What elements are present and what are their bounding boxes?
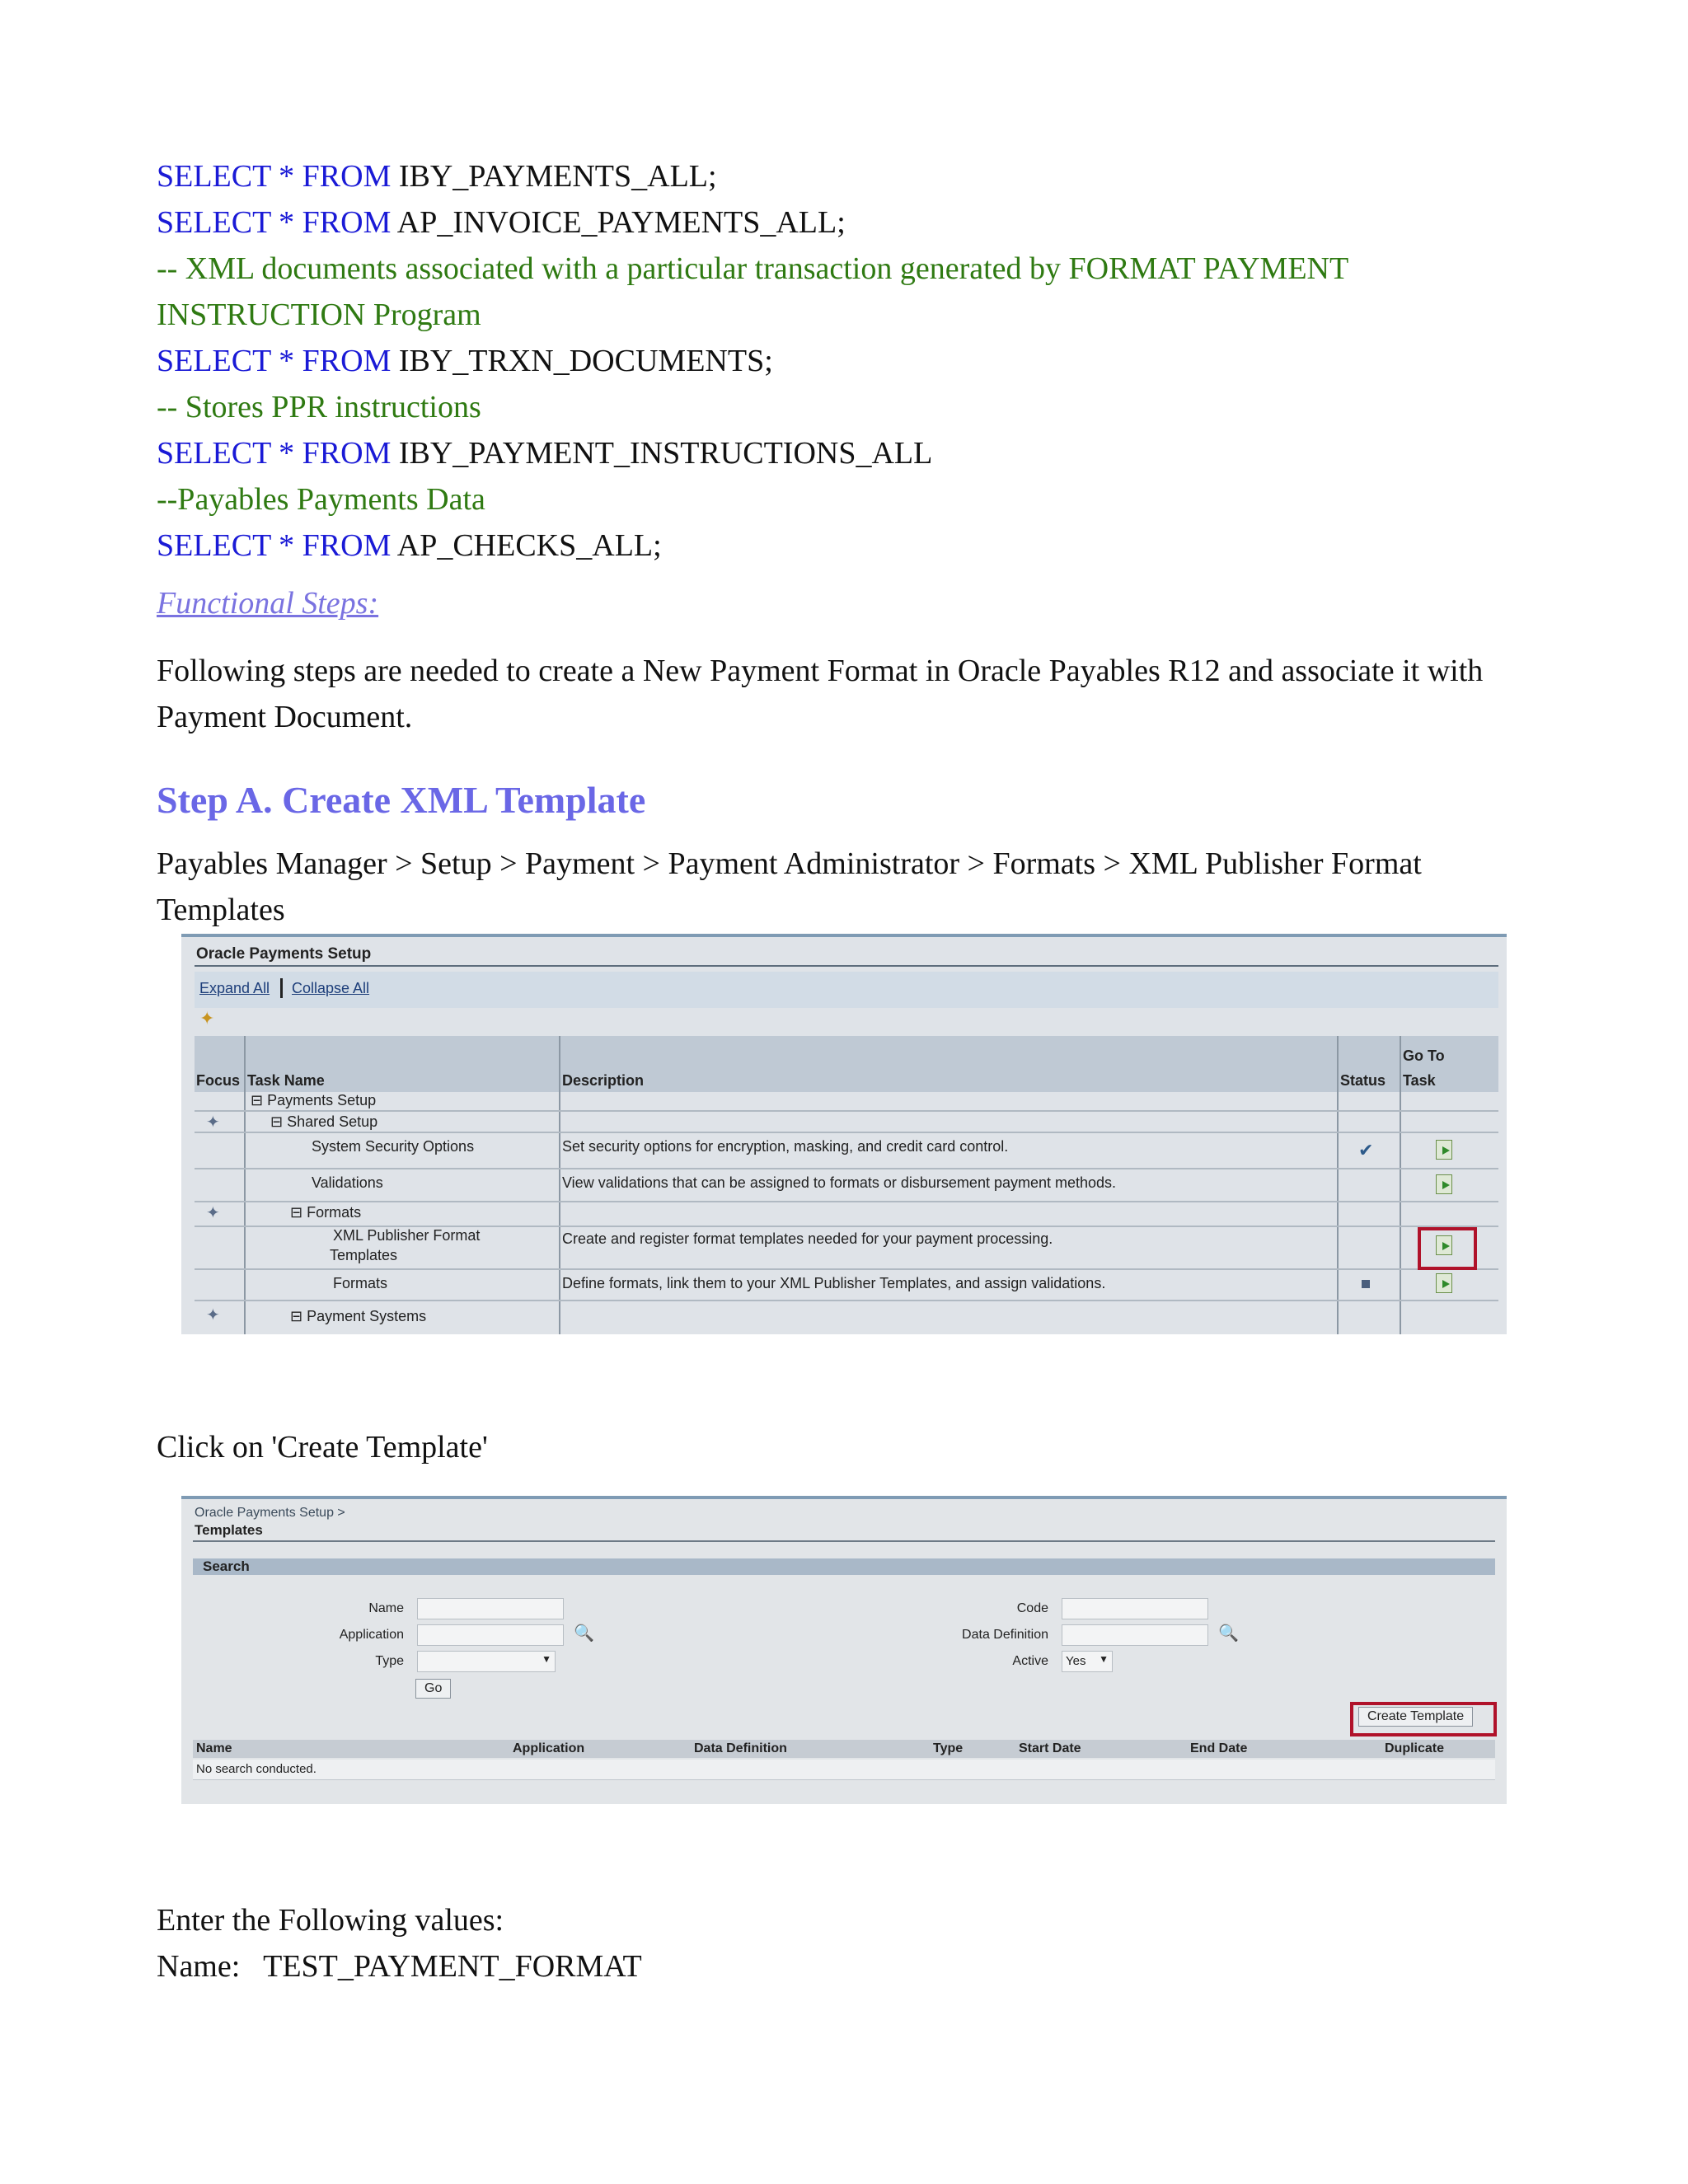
- step-a-heading: Step A. Create XML Template: [157, 779, 646, 821]
- col-data-definition: Data Definition: [694, 1741, 787, 1755]
- breadcrumb[interactable]: Oracle Payments Setup >: [195, 1506, 345, 1520]
- type-select[interactable]: ▼: [417, 1651, 556, 1672]
- focus-control-icon[interactable]: ✦: [199, 1008, 215, 1029]
- click-instruction: Click on 'Create Template': [157, 1430, 488, 1465]
- task-name: XML Publisher Format: [333, 1227, 481, 1244]
- col-type: Type: [933, 1741, 964, 1755]
- name-input[interactable]: [417, 1598, 564, 1619]
- col-name: Name: [196, 1741, 232, 1755]
- code-input[interactable]: [1062, 1598, 1208, 1619]
- collapse-all-link[interactable]: Collapse All: [292, 980, 370, 996]
- code-block: [157, 153, 1525, 569]
- task-name: System Security Options: [312, 1138, 475, 1155]
- code-comment: -- XML documents associated with a particular transaction generated by FORMAT PAYMENT: [157, 251, 1349, 286]
- col-description: Description: [562, 1072, 645, 1089]
- col-start-date: Start Date: [1019, 1741, 1081, 1755]
- code-comment: INSTRUCTION Program: [157, 298, 481, 332]
- code-line: SELECT * FROM AP_INVOICE_PAYMENTS_ALL;: [157, 205, 846, 240]
- name-label: Name: [368, 1601, 404, 1615]
- col-task-name: Task Name: [247, 1072, 325, 1089]
- go-to-task-icon[interactable]: [1436, 1140, 1452, 1160]
- task-description: Create and register format templates needed for your payment processing.: [562, 1230, 1053, 1247]
- go-to-task-icon[interactable]: [1436, 1174, 1452, 1194]
- focus-icon[interactable]: ✦: [206, 1306, 220, 1324]
- intro-paragraph: Following steps are needed to create a New Payment Format in Oracle Payables R12 and associate it with Payment Document.: [157, 654, 1484, 734]
- code-line: SELECT * FROM IBY_PAYMENT_INSTRUCTIONS_ALL: [157, 436, 933, 471]
- type-label: Type: [375, 1654, 404, 1668]
- application-label: Application: [339, 1628, 404, 1642]
- col-goto-2: Task: [1403, 1072, 1436, 1089]
- no-results-text: No search conducted.: [196, 1762, 316, 1776]
- task-name: Validations: [312, 1174, 383, 1191]
- code-comment: --Payables Payments Data: [157, 482, 485, 517]
- name-value-line: Name: TEST_PAYMENT_FORMAT: [157, 1949, 642, 1984]
- code-label: Code: [1016, 1601, 1048, 1615]
- go-to-task-icon[interactable]: [1436, 1273, 1452, 1293]
- oracle-payments-setup-screenshot: [181, 934, 1507, 1334]
- tree-row[interactable]: ⊟ Formats: [290, 1204, 362, 1221]
- table-row: [193, 1760, 1495, 1780]
- create-template-button[interactable]: Create Template: [1358, 1707, 1473, 1727]
- functional-steps-link[interactable]: Functional Steps:: [157, 586, 379, 621]
- tree-row[interactable]: ⊟ Shared Setup: [270, 1113, 378, 1130]
- col-goto-1: Go To: [1403, 1047, 1445, 1064]
- check-icon: ✔: [1358, 1140, 1374, 1160]
- search-icon[interactable]: 🔍: [1218, 1624, 1239, 1643]
- templates-search-screenshot: [181, 1496, 1507, 1804]
- task-description: Set security options for encryption, masking, and credit card control.: [562, 1138, 1009, 1155]
- col-status: Status: [1340, 1072, 1386, 1089]
- go-to-task-icon[interactable]: [1436, 1235, 1452, 1255]
- table-header: [195, 1036, 1498, 1092]
- col-duplicate: Duplicate: [1385, 1741, 1445, 1755]
- col-end-date: End Date: [1190, 1741, 1248, 1755]
- results-header: [193, 1740, 1495, 1758]
- focus-icon[interactable]: ✦: [206, 1204, 220, 1222]
- code-line: SELECT * FROM AP_CHECKS_ALL;: [157, 528, 662, 563]
- code-line: SELECT * FROM IBY_TRXN_DOCUMENTS;: [157, 344, 773, 378]
- page-title: Templates: [195, 1522, 263, 1538]
- focus-icon[interactable]: ✦: [206, 1113, 220, 1132]
- col-focus: Focus: [196, 1072, 241, 1089]
- active-select[interactable]: Yes ▼: [1062, 1651, 1113, 1672]
- task-name-cont: Templates: [330, 1247, 398, 1263]
- expand-all-link[interactable]: Expand All: [199, 980, 270, 996]
- go-button[interactable]: Go: [415, 1679, 451, 1699]
- enter-values-text: [157, 1897, 642, 1990]
- enter-values-heading: Enter the Following values:: [157, 1903, 504, 1938]
- search-icon[interactable]: 🔍: [574, 1624, 594, 1643]
- code-comment: -- Stores PPR instructions: [157, 390, 481, 424]
- code-line: SELECT * FROM IBY_PAYMENTS_ALL;: [157, 159, 717, 194]
- task-description: Define formats, link them to your XML Publisher Templates, and assign validations.: [562, 1275, 1106, 1291]
- task-name: Formats: [333, 1275, 388, 1291]
- data-definition-input[interactable]: [1062, 1624, 1208, 1646]
- task-description: View validations that can be assigned to formats or disbursement payment methods.: [562, 1174, 1117, 1191]
- active-label: Active: [1012, 1654, 1048, 1668]
- col-application: Application: [513, 1741, 585, 1755]
- setup-title: Oracle Payments Setup: [196, 945, 372, 963]
- tree-row[interactable]: ⊟ Payments Setup: [251, 1092, 377, 1108]
- tree-row[interactable]: ⊟ Payment Systems: [290, 1308, 427, 1324]
- status-icon: [1362, 1280, 1370, 1288]
- application-input[interactable]: [417, 1624, 564, 1646]
- search-region-header: Search: [193, 1558, 1495, 1575]
- data-definition-label: Data Definition: [962, 1628, 1048, 1642]
- navigation-path: Payables Manager > Setup > Payment > Payment Administrator > Formats > XML Publisher Format Templates: [157, 846, 1422, 927]
